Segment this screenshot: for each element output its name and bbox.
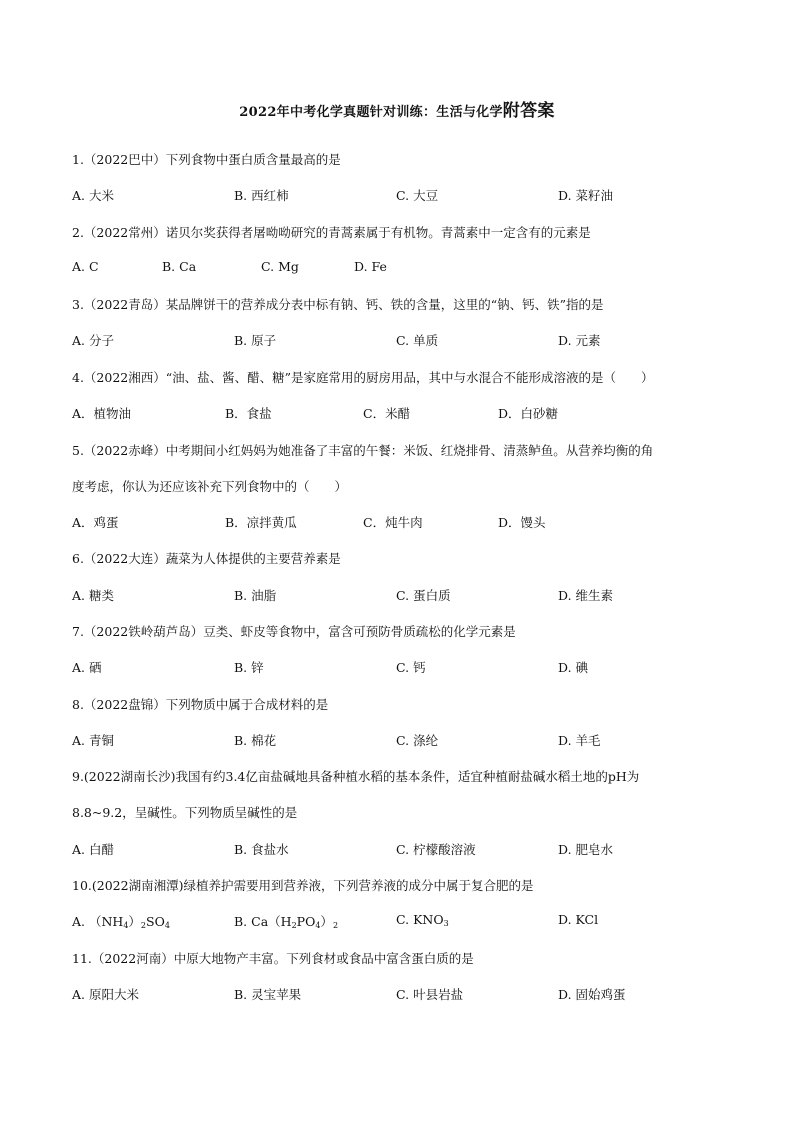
q3-option-a: A. 分子 bbox=[72, 333, 114, 348]
q2-option-b: B. Ca bbox=[162, 259, 197, 274]
q8-option-b: B. 棉花 bbox=[234, 733, 277, 748]
question-7-stem: 7.（2022铁岭葫芦岛）豆类、虾皮等食物中，富含可预防骨质疏松的化学元素是 bbox=[72, 624, 516, 639]
q1-option-c: C. 大豆 bbox=[396, 188, 439, 203]
q5-option-c: C．炖牛肉 bbox=[363, 515, 423, 530]
question-11-stem: 11.（2022河南）中原大地物产丰富。下列食材或食品中富含蛋白质的是 bbox=[72, 951, 474, 966]
q6-option-b: B. 油脂 bbox=[234, 588, 277, 603]
q3-option-c: C. 单质 bbox=[396, 333, 439, 348]
q1-option-d: D. 菜籽油 bbox=[558, 188, 614, 203]
q9-option-d: D. 肥皂水 bbox=[558, 842, 614, 857]
question-5-stem-line-2: 度考虑，你认为还应该补充下列食物中的（ ） bbox=[72, 479, 348, 494]
q3-option-b: B. 原子 bbox=[234, 333, 277, 348]
q9-option-b: B. 食盐水 bbox=[234, 842, 289, 857]
q4-option-c: C．米醋 bbox=[363, 406, 411, 421]
question-2-stem: 2.（2022常州）诺贝尔奖获得者屠呦呦研究的青蒿素属于有机物。青蒿素中一定含有的元素是 bbox=[72, 225, 591, 240]
q10-option-c: C. $KNO_3$ bbox=[396, 912, 449, 928]
q6-option-a: A. 糖类 bbox=[72, 588, 114, 603]
question-4-stem: 4.（2022湘西）“油、盐、酱、醋、糖”是家庭常用的厨房用品，其中与水混合不能形成溶液的是（ ） bbox=[72, 370, 654, 385]
question-9-stem-line-2: 8.8~9.2，呈碱性。下列物质呈碱性的是 bbox=[72, 805, 298, 820]
q10-option-d: D. KCl bbox=[558, 912, 599, 927]
q3-option-d: D. 元素 bbox=[558, 333, 601, 348]
q4-option-b: B．食盐 bbox=[225, 406, 272, 421]
title-suffix: 附答案 bbox=[502, 101, 555, 121]
q9-option-a: A. 白醋 bbox=[72, 842, 114, 857]
question-9-stem-line-1: 9.(2022湖南长沙)我国有约3.4亿亩盐碱地具备种植水稻的基本条件，适宜种植耐盐碱水稻土地的pH为 bbox=[72, 769, 640, 784]
question-5-stem-line-1: 5.（2022赤峰）中考期间小红妈妈为她准备了丰富的午餐：米饭、红烧排骨、清蒸鲈鱼。从营养均衡的角 bbox=[72, 443, 654, 458]
q6-option-d: D. 维生素 bbox=[558, 588, 614, 603]
q2-option-c: C. Mg bbox=[261, 259, 299, 274]
q11-option-c: C. 叶县岩盐 bbox=[396, 987, 464, 1002]
q11-option-b: B. 灵宝苹果 bbox=[234, 987, 302, 1002]
q7-option-a: A. 硒 bbox=[72, 660, 102, 675]
q9-option-c: C. 柠檬酸溶液 bbox=[396, 842, 476, 857]
q4-option-a: A．植物油 bbox=[72, 406, 132, 421]
question-1-stem: 1.（2022巴中）下列食物中蛋白质含量最高的是 bbox=[72, 152, 341, 167]
document-title bbox=[0, 96, 794, 121]
q1-option-b: B. 西红柿 bbox=[234, 188, 289, 203]
question-3-stem: 3.（2022青岛）某品牌饼干的营养成分表中标有钠、钙、铁的含量，这里的“钠、钙、铁”指的是 bbox=[72, 297, 604, 312]
q6-option-c: C. 蛋白质 bbox=[396, 588, 451, 603]
title-main: 2022年中考化学真题针对训练：生活与化学 bbox=[239, 105, 503, 120]
q10-option-b: B. $Ca(H_2PO_4)_2$ bbox=[234, 914, 339, 930]
q8-option-d: D. 羊毛 bbox=[558, 733, 601, 748]
question-10-stem: 10.(2022湖南湘潭)绿植养护需要用到营养液，下列营养液的成分中属于复合肥的是 bbox=[72, 878, 534, 893]
q2-option-a: A. C bbox=[72, 259, 99, 274]
q8-option-a: A. 青铜 bbox=[72, 733, 114, 748]
q4-option-d: D．白砂糖 bbox=[498, 406, 559, 421]
question-6-stem: 6.（2022大连）蔬菜为人体提供的主要营养素是 bbox=[72, 551, 341, 566]
q5-option-a: A．鸡蛋 bbox=[72, 515, 119, 530]
q11-option-a: A. 原阳大米 bbox=[72, 987, 139, 1002]
q7-option-d: D. 碘 bbox=[558, 660, 589, 675]
q2-option-d: D. Fe bbox=[354, 259, 387, 274]
q1-option-a: A. 大米 bbox=[72, 188, 114, 203]
q7-option-b: B. 锌 bbox=[234, 660, 264, 675]
q7-option-c: C. 钙 bbox=[396, 660, 426, 675]
q8-option-c: C. 涤纶 bbox=[396, 733, 439, 748]
q5-option-d: D．馒头 bbox=[498, 515, 546, 530]
q5-option-b: B．凉拌黄瓜 bbox=[225, 515, 297, 530]
question-8-stem: 8.（2022盘锦）下列物质中属于合成材料的是 bbox=[72, 697, 329, 712]
q11-option-d: D. 固始鸡蛋 bbox=[558, 987, 626, 1002]
q10-option-a: A. $(NH_4)_2SO_4$ bbox=[72, 914, 170, 930]
